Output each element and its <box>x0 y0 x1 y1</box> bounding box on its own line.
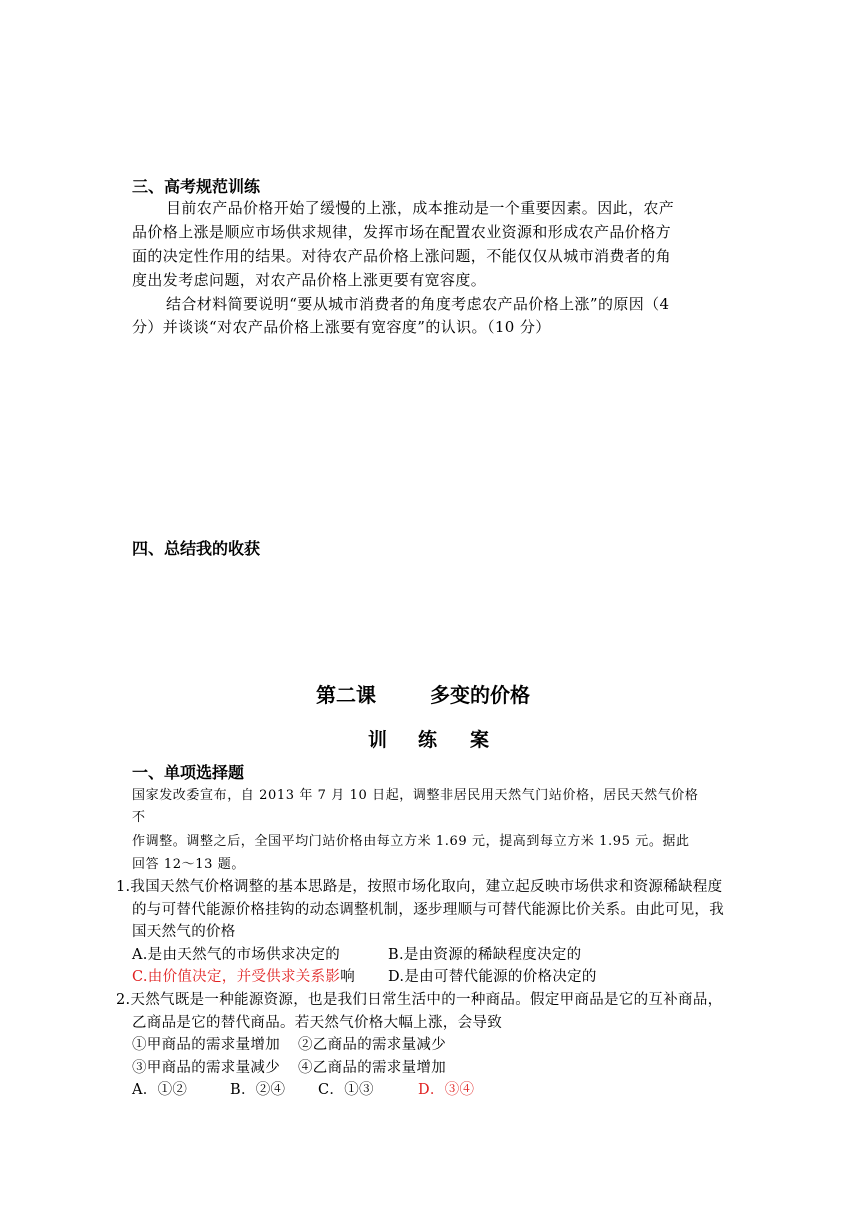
q2-statement-1: ①甲商品的需求量增加 <box>132 1037 280 1053</box>
section3-heading: 三、高考规范训练 <box>132 177 261 196</box>
q1-option-c-rest: 响 <box>340 969 355 985</box>
q2-option-b: B．②④ <box>230 1082 286 1098</box>
intro-line2: 不 <box>132 810 146 825</box>
intro-line3: 作调整。调整之后，全国平均门站价格由每立方米 1.69 元，提高到每立方米 1.95 元。据此 <box>132 834 690 849</box>
q1-option-c-answer: C.由价值决定，并受供求关系影 <box>132 969 341 985</box>
q1-option-c <box>132 965 355 986</box>
lesson-title-right: 多变的价格 <box>430 683 530 707</box>
section3-para2-line2: 分）并谈谈“对农产品价格上涨要有宽容度”的认识。（10 分） <box>132 318 551 336</box>
section3-para1-line2: 品价格上涨是顺应市场供求规律，发挥市场在配置农业资源和形成农产品价格方 <box>132 223 672 241</box>
section3-para1-line4: 度出发考虑问题，对农产品价格上涨更要有宽容度。 <box>132 271 487 289</box>
q2-option-d-answer: D．③④ <box>418 1082 475 1098</box>
section4-heading: 四、总结我的收获 <box>132 539 261 558</box>
section3-para1-line3: 面的决定性作用的结果。对待农产品价格上涨问题，不能仅仅从城市消费者的角 <box>132 247 672 265</box>
q2-line1: 2.天然气既是一种能源资源，也是我们日常生活中的一种商品。假定甲商品是它的互补商品， <box>116 992 723 1008</box>
subtitle-char-2: 练 <box>418 729 438 751</box>
intro-line4: 回答 12～13 题。 <box>132 857 245 872</box>
intro-line1: 国家发改委宣布，自 2013 年 7 月 10 日起，调整非居民用天然气门站价格，居民天然气价格 <box>132 788 699 803</box>
q2-statement-2: ②乙商品的需求量减少 <box>298 1037 446 1053</box>
q2-line2: 乙商品是它的替代商品。若天然气价格大幅上涨，会导致 <box>132 1015 502 1031</box>
section3-para1-line1: 目前农产品价格开始了缓慢的上涨，成本推动是一个重要因素。因此，农产 <box>166 199 675 217</box>
q2-statement-4: ④乙商品的需求量增加 <box>298 1060 446 1076</box>
q2-option-a: A．①② <box>132 1082 188 1098</box>
q1-line3: 国天然气的价格 <box>132 924 236 940</box>
q1-line2: 的与可替代能源价格挂钩的动态调整机制，逐步理顺与可替代能源比价关系。由此可见，我 <box>132 902 724 918</box>
q1-option-b: B.是由资源的稀缺程度决定的 <box>388 947 582 963</box>
q1-option-a: A.是由天然气的市场供求决定的 <box>132 947 341 963</box>
q1-option-d: D.是由可替代能源的价格决定的 <box>388 969 597 985</box>
q1-line1: 1.我国天然气价格调整的基本思路是，按照市场化取向，建立起反映市场供求和资源稀缺程度 <box>116 879 723 895</box>
q2-statement-3: ③甲商品的需求量减少 <box>132 1060 280 1076</box>
subtitle-char-1: 训 <box>368 729 388 751</box>
lesson-title-left: 第二课 <box>316 683 376 707</box>
part1-heading: 一、单项选择题 <box>132 763 245 782</box>
q2-option-c: C．①③ <box>318 1082 374 1098</box>
subtitle-char-3: 案 <box>470 729 490 751</box>
section3-para2-line1: 结合材料简要说明“要从城市消费者的角度考虑农产品价格上涨”的原因（4 <box>166 295 670 313</box>
